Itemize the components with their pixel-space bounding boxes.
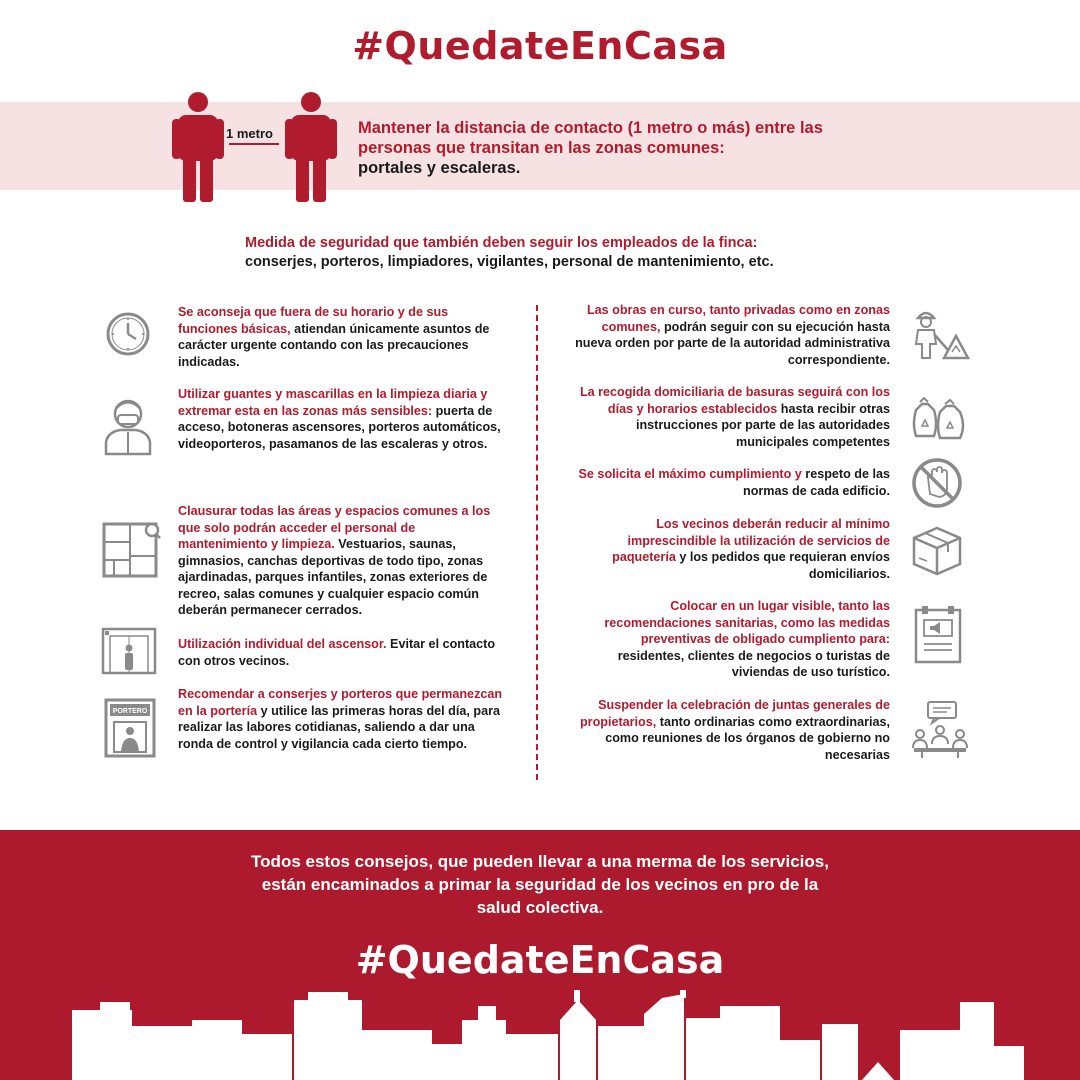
person-icon xyxy=(283,92,339,204)
clock-icon xyxy=(100,306,156,362)
item-black-text: respeto de las normas de cada edificio. xyxy=(743,467,890,498)
elevator-icon xyxy=(100,626,158,676)
list-item xyxy=(178,503,508,619)
notice-board-icon xyxy=(912,604,964,664)
item-red-text: Se aconseja que fuera de su horario y de sus funciones básicas, xyxy=(178,305,449,336)
item-black-text: tanto ordinarias como extraordinarias, como reuniones de los órganos de gobierno no necesarias xyxy=(605,714,890,762)
item-black-text: Vestuarios, saunas, gimnasios, canchas deportivas de todo tipo, zonas ajardinadas, parques infantiles, zonas exteriores de recreo, salas comunes y cualquier espacio común deberán permanecer cerrados. xyxy=(178,537,488,617)
list-item xyxy=(572,466,890,499)
distance-text-black: portales y escaleras. xyxy=(358,159,521,177)
intro-black: conserjes, porteros, limpiadores, vigilantes, personal de mantenimiento, etc. xyxy=(245,254,774,270)
item-black-text: residentes, clientes de negocios o turistas de viviendas de uso turístico. xyxy=(617,648,890,679)
footer-banner xyxy=(0,830,1080,1080)
item-red-text: Colocar en un lugar visible, tanto las recomendaciones sanitarias, como las medidas preventivas de obligado cumpliento para: xyxy=(604,599,890,646)
item-red-text: Suspender la celebración de juntas generales de propietarios, xyxy=(579,698,890,729)
porter-booth-label: PORTERO xyxy=(112,708,148,715)
item-red-text: La recogida domiciliaria de basuras seguirá con los días y horarios establecidos xyxy=(579,385,890,416)
meter-line xyxy=(229,143,279,145)
distance-text xyxy=(358,118,858,178)
item-red-text: Las obras en curso, tanto privadas como en zonas comunes, xyxy=(586,303,890,334)
item-black-text: atiendan únicamente asuntos de carácter urgente contando con las precauciones indicadas. xyxy=(178,321,490,369)
package-icon xyxy=(910,524,964,578)
footer-title: #QuedateEnCasa xyxy=(355,938,725,982)
item-red-text: Recomendar a conserjes y porteros que permanezcan en la portería xyxy=(178,687,503,718)
item-red-text: Utilización individual del ascensor. xyxy=(178,637,387,651)
intro-text xyxy=(245,234,865,272)
item-black-text: Evitar el contacto con otros vecinos. xyxy=(178,637,496,668)
list-item xyxy=(572,302,890,368)
item-red-text: Se solicita el máximo cumplimiento y xyxy=(578,467,802,481)
footer-text: Todos estos consejos, que pueden llevar a una merma de los servicios, están encaminados a primar la seguridad de los vecinos en pro de la salud colectiva. xyxy=(251,852,829,917)
city-skyline-icon xyxy=(0,990,1080,1080)
item-black-text: y los pedidos que requieran envíos domiciliarios. xyxy=(675,550,890,581)
item-red-text: Los vecinos deberán reducir al mínimo imprescindible la utilización de servicios de paquetería xyxy=(612,517,890,564)
list-item xyxy=(178,686,508,752)
item-red-text: Utilizar guantes y mascarillas en la limpieza diaria y extremar esta en las zonas más sensibles: xyxy=(178,387,488,418)
list-item xyxy=(572,598,890,681)
meeting-icon xyxy=(910,700,970,760)
floor-plan-icon xyxy=(100,520,162,582)
person-icon xyxy=(170,92,226,204)
meter-label: 1 metro xyxy=(226,126,273,141)
list-item xyxy=(178,304,508,370)
porter-booth-icon xyxy=(104,698,156,758)
page-title: #QuedateEnCasa xyxy=(352,24,728,68)
distance-text-red: Mantener la distancia de contacto (1 metro o más) entre las personas que transitan en las zonas comunes: xyxy=(358,119,823,157)
list-item xyxy=(572,384,890,450)
item-red-text: Clausurar todas las áreas y espacios comunes a los que solo podrán acceder el personal de mantenimiento y limpieza. xyxy=(178,504,491,551)
stop-hand-icon xyxy=(910,456,964,510)
item-black-text: hasta recibir otras instrucciones por parte de las autoridades municipales competentes xyxy=(635,401,890,449)
column-divider xyxy=(536,305,538,780)
intro-red: Medida de seguridad que también deben seguir los empleados de la finca: xyxy=(245,235,758,251)
list-item xyxy=(178,386,508,452)
masked-person-icon xyxy=(100,394,156,456)
item-black-text: podrán seguir con su ejecución hasta nueva orden por parte de la autoridad administrativa correspondiente. xyxy=(575,319,890,367)
list-item xyxy=(572,697,890,763)
list-item xyxy=(572,516,890,582)
garbage-bags-icon xyxy=(908,396,970,440)
list-item xyxy=(178,636,508,669)
construction-worker-icon xyxy=(908,306,970,360)
item-black-text: y utilice las primeras horas del día, para realizar las labores cotidianas, saliendo a dar una ronda de control y vigilancia cada cierto tiempo. xyxy=(178,703,500,751)
item-black-text: puerta de acceso, botoneras ascensores, porteros automáticos, videoporteros, pasamanos de las escaleras y otros. xyxy=(178,403,501,451)
